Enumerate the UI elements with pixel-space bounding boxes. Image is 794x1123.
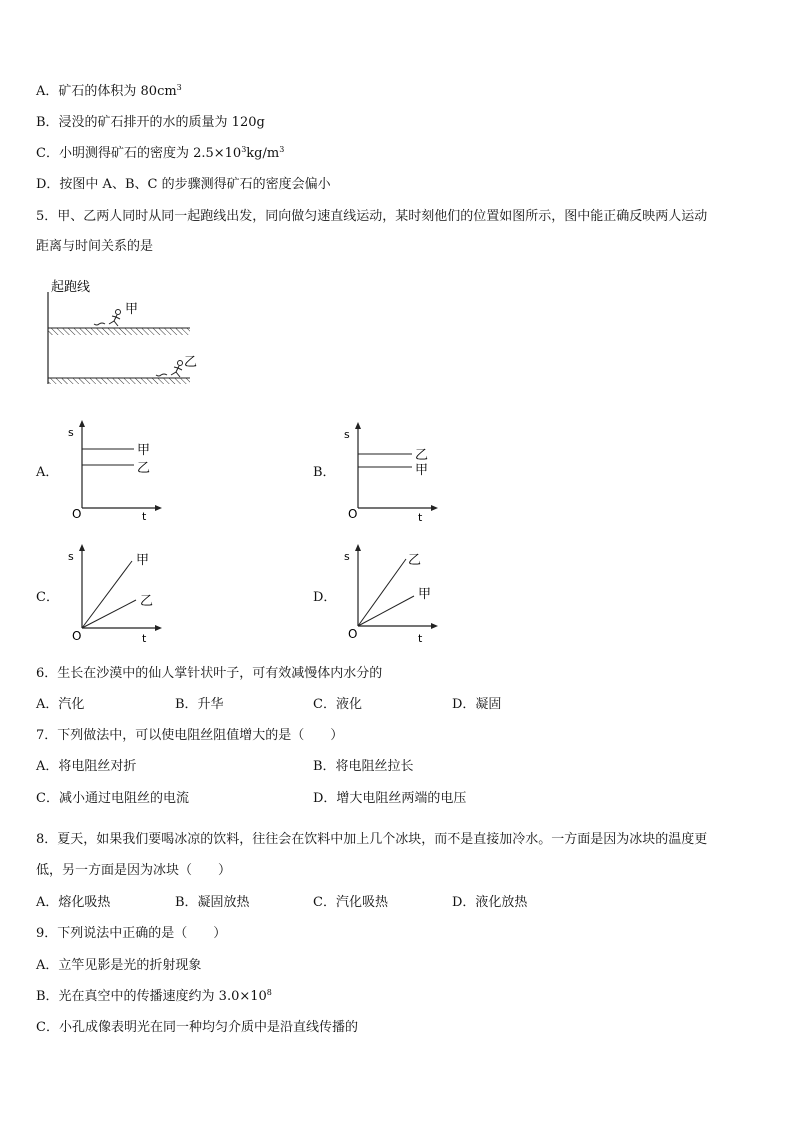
q4-option-d: D．按图中 A、B、C 的步骤测得矿石的密度会偏小 [36, 177, 331, 192]
runner-jia-label: 甲 [125, 302, 139, 317]
graph-a-bottom-label: 乙 [137, 461, 151, 476]
q5-stem-line1: 5．甲、乙两人同时从同一起跑线出发，同向做匀速直线运动，某时刻他们的位置如图所示，图中能正确反映两人运动 [36, 209, 708, 224]
graph-c-x-axis-label: t [142, 632, 147, 645]
graph-d-origin-label: O [348, 627, 358, 641]
q4-option-b: B．浸没的矿石排开的水的质量为 120g [36, 115, 265, 130]
graph-c-line-steep [82, 561, 132, 628]
graph-b-top-label: 乙 [415, 448, 429, 463]
graph-b [338, 422, 448, 527]
graph-d-top-label: 乙 [408, 553, 422, 568]
graph-a-y-axis-label: s [68, 426, 74, 439]
q6-option-a: A．汽化 [36, 697, 85, 712]
q8-option-c: C．汽化吸热 [313, 895, 388, 910]
q7-option-c: C．减小通过电阻丝的电流 [36, 791, 189, 806]
q5-option-d-label: D． [313, 590, 337, 605]
track-bottom [48, 378, 190, 384]
q5-stem-line2: 距离与时间关系的是 [36, 239, 154, 254]
graph-d-x-axis-label: t [418, 632, 423, 645]
q9-option-a: A．立竿见影是光的折射现象 [36, 958, 202, 973]
q8-option-d: D．液化放热 [452, 895, 528, 910]
q7-option-a: A．将电阻丝对折 [36, 759, 137, 774]
graph-d [338, 544, 448, 646]
q9-option-b: B．光在真空中的传播速度约为 $3.0\times 10^8$ [36, 988, 272, 1004]
q5-option-b-label: B． [313, 465, 336, 480]
graph-c-bottom-label: 乙 [140, 594, 154, 609]
graph-d-bottom-label: 甲 [418, 587, 432, 602]
graph-a-x-axis-label: t [142, 510, 147, 523]
graph-d-line-steep [358, 559, 406, 626]
graph-a [62, 420, 172, 525]
q8-stem-line1: 8．夏天，如果我们要喝冰凉的饮料，往往会在饮料中加上几个冰块，而不是直接加冷水。一方面是因为冰块的温度更 [36, 832, 708, 847]
start-line-label: 起跑线 [51, 280, 91, 295]
graph-d-y-axis-label: s [344, 550, 350, 563]
graph-b-bottom-label: 甲 [415, 463, 429, 478]
lane-divider [48, 328, 190, 335]
q5-option-c-label: C． [36, 590, 59, 605]
q4-option-a: A．矿石的体积为 $80cm^3$ [36, 83, 182, 99]
q7-stem: 7．下列做法中，可以使电阻丝阻值增大的是（ ） [36, 728, 344, 743]
runner-yi-icon [156, 361, 183, 378]
graph-b-origin-label: O [348, 507, 358, 521]
q4-option-c: C．小明测得矿石的密度为 $2.5\times 10^3kg/m^3$ [36, 145, 285, 161]
q9-stem: 9．下列说法中正确的是（ ） [36, 926, 227, 941]
graph-d-line-shallow [358, 596, 414, 626]
q6-stem: 6．生长在沙漠中的仙人掌针状叶子，可有效减慢体内水分的 [36, 666, 383, 681]
graph-b-x-axis-label: t [418, 511, 423, 524]
q5-option-a-label: A． [36, 465, 59, 480]
q6-option-d: D．凝固 [452, 697, 502, 712]
q6-option-c: C．液化 [313, 697, 362, 712]
runner-jia-icon [94, 310, 121, 327]
graph-a-top-label: 甲 [137, 443, 151, 458]
graph-c-origin-label: O [72, 629, 82, 643]
q7-option-d: D．增大电阻丝两端的电压 [313, 791, 467, 806]
runner-yi-label: 乙 [184, 355, 198, 370]
q6-option-b: B．升华 [175, 697, 224, 712]
graph-c-top-label: 甲 [136, 553, 150, 568]
q8-stem-line2: 低，另一方面是因为冰块（ ） [36, 863, 232, 878]
graph-c [62, 544, 172, 646]
graph-a-origin-label: O [72, 507, 82, 521]
q8-option-a: A．熔化吸热 [36, 895, 111, 910]
graph-c-y-axis-label: s [68, 550, 74, 563]
q8-option-b: B．凝固放热 [175, 895, 250, 910]
q9-option-c: C．小孔成像表明光在同一种均匀介质中是沿直线传播的 [36, 1020, 358, 1035]
graph-c-line-shallow [82, 600, 136, 628]
graph-b-y-axis-label: s [344, 428, 350, 441]
q7-option-b: B．将电阻丝拉长 [313, 759, 414, 774]
track-figure [40, 272, 200, 394]
